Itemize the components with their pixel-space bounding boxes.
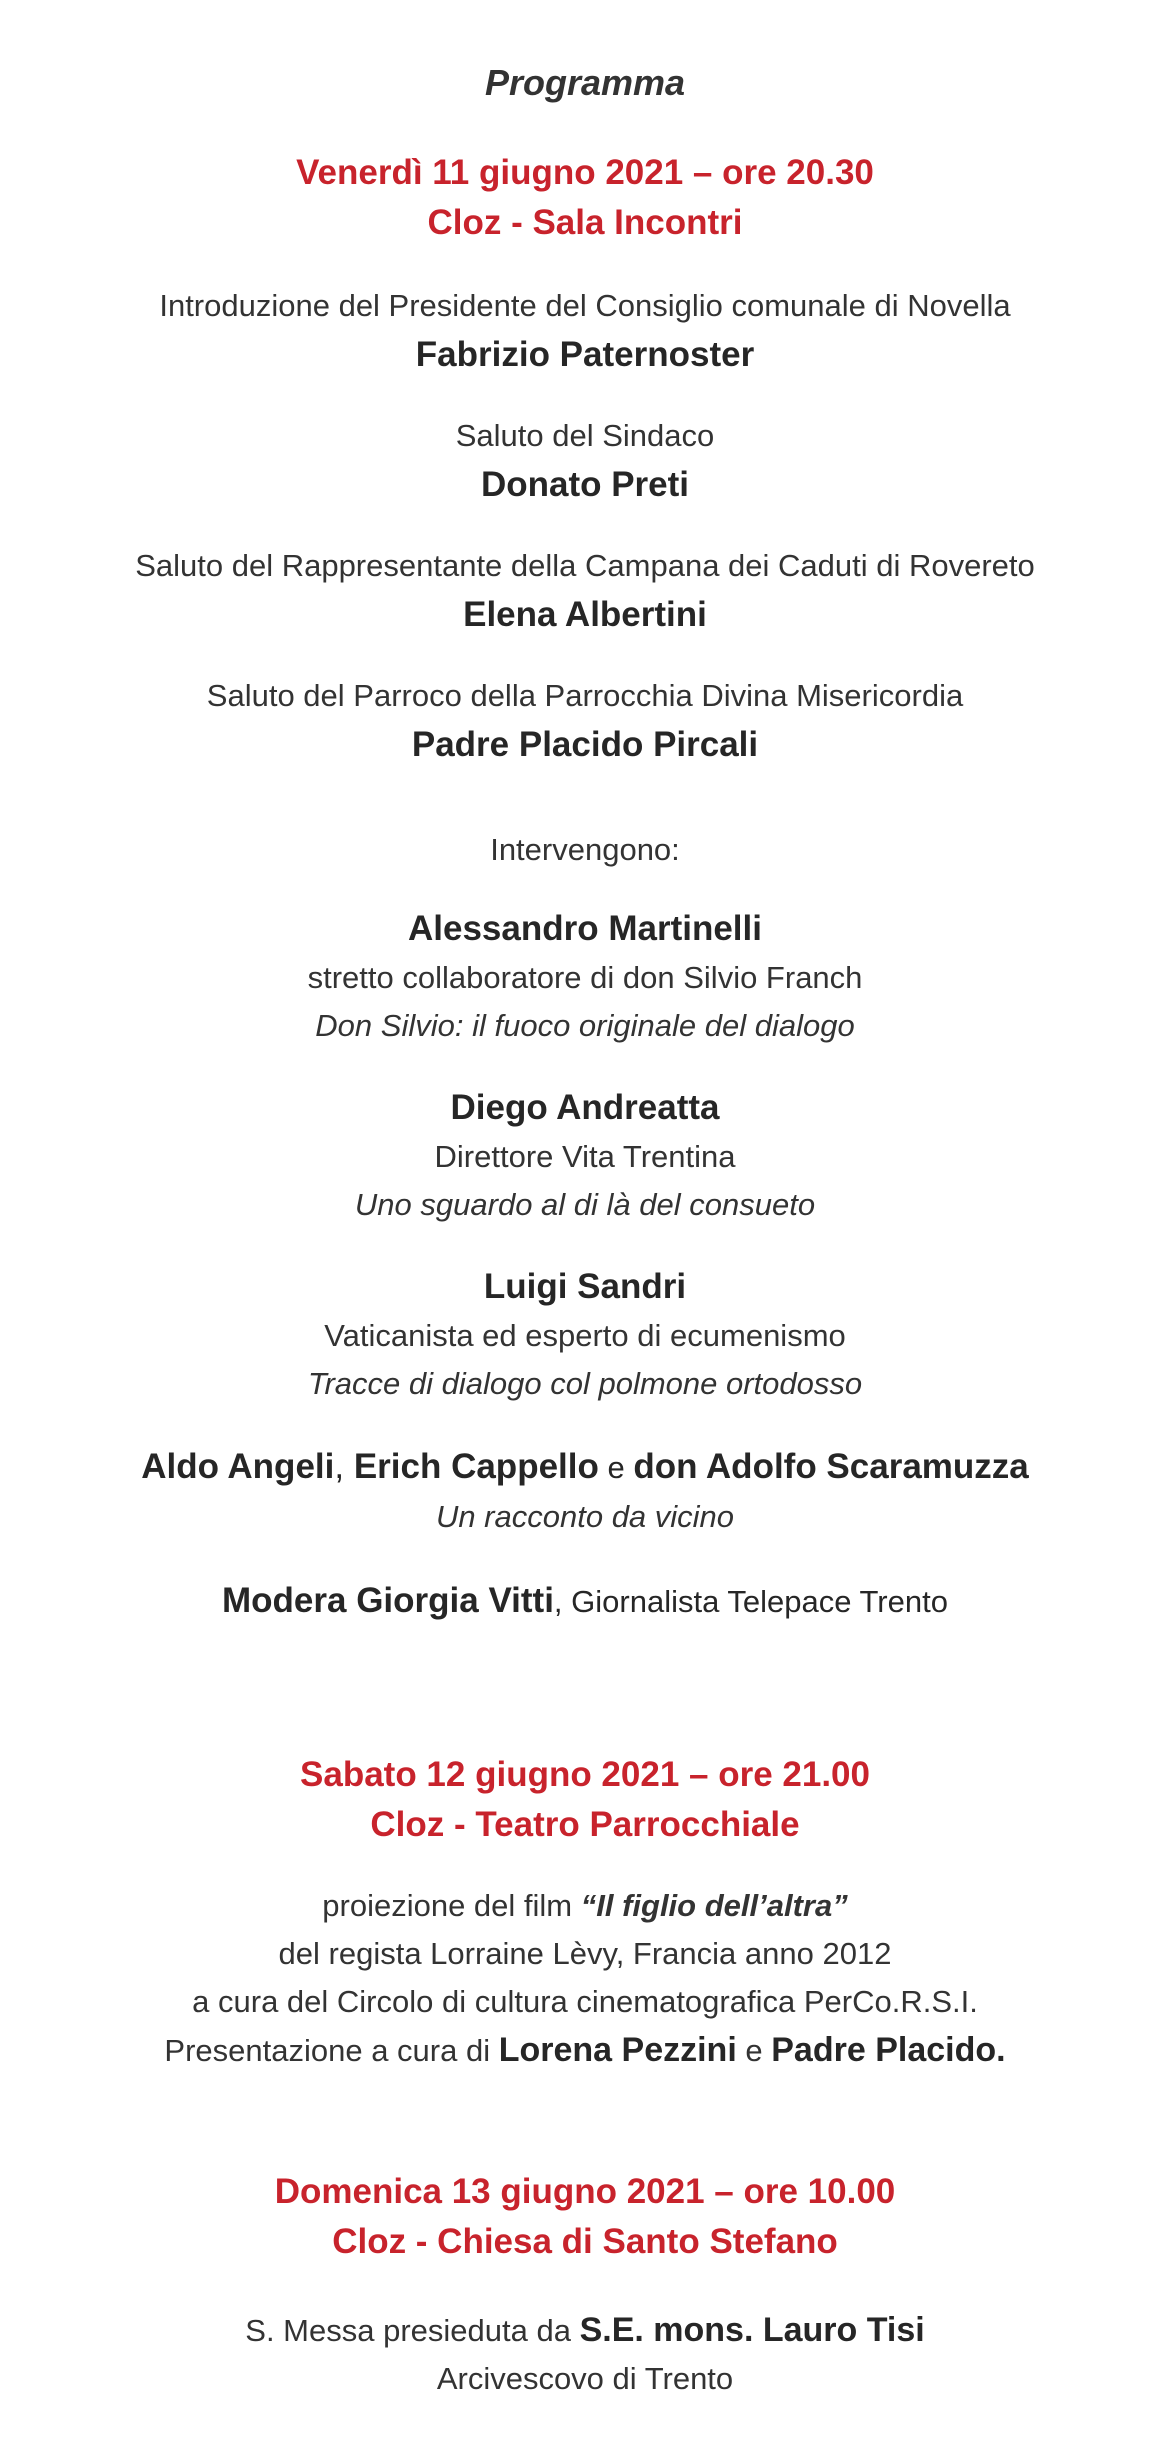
presentation-prefix: Presentazione a cura di: [164, 2033, 499, 2068]
day2-venue: Cloz - Teatro Parrocchiale: [370, 1805, 800, 1844]
group-separator-1: ,: [334, 1447, 354, 1486]
presentation-end: .: [996, 2031, 1006, 2069]
intro-role: Introduzione del Presidente del Consiglio comunale di Novella: [159, 288, 1011, 323]
bell-role: Saluto del Rappresentante della Campana dei Caduti di Rovereto: [135, 548, 1035, 583]
intro-section: [0, 282, 1170, 380]
intro-name: Fabrizio Paternoster: [415, 335, 755, 374]
mass-section: [0, 2306, 1170, 2403]
parish-name: Padre Placido Pircali: [411, 725, 759, 764]
film-line-1: [0, 1882, 1170, 1930]
speaker-name: Diego Andreatta: [450, 1088, 720, 1127]
group-talk: Un racconto da vicino: [435, 1499, 735, 1534]
day2-heading: Sabato 12 giugno 2021 – ore 21.00: [300, 1755, 870, 1794]
page-title: Programma: [484, 62, 686, 103]
speakers-label-section: [0, 826, 1170, 874]
group-names: [0, 1442, 1170, 1493]
day1-heading: Venerdì 11 giugno 2021 – ore 20.30: [296, 153, 874, 192]
film-line-3: a cura del Circolo di cultura cinematografica PerCo.R.S.I.: [192, 1984, 978, 2019]
speaker-role: stretto collaboratore di don Silvio Franch: [307, 960, 863, 995]
film-title: “Il figlio dell’altra”: [580, 1888, 848, 1923]
parish-section: [0, 672, 1170, 770]
moderator: [0, 1576, 1170, 1627]
mass-role: Arcivescovo di Trento: [436, 2361, 734, 2396]
moderator-role: , Giornalista Telepace Trento: [553, 1584, 948, 1619]
speaker-2: [0, 1083, 1170, 1229]
film-line-2: del regista Lorraine Lèvy, Francia anno 2012: [278, 1936, 892, 1971]
day1-header: [0, 148, 1170, 248]
day1-venue: Cloz - Sala Incontri: [427, 203, 743, 242]
presenter-separator: e: [736, 2033, 772, 2068]
parish-role: Saluto del Parroco della Parrocchia Divina Misericordia: [206, 678, 964, 713]
speaker-talk: Tracce di dialogo col polmone ortodosso: [307, 1366, 863, 1401]
presenter-2: Padre Placido: [771, 2031, 997, 2069]
mayor-section: [0, 412, 1170, 510]
mass-name: S.E. mons. Lauro Tisi: [579, 2311, 925, 2349]
presenter-1: Lorena Pezzini: [498, 2031, 737, 2069]
film-section: [0, 1882, 1170, 2075]
group-speakers: [0, 1442, 1170, 1541]
speaker-3: [0, 1262, 1170, 1408]
speaker-1: [0, 904, 1170, 1050]
bell-section: [0, 542, 1170, 640]
moderator-line: [0, 1576, 1170, 1627]
speakers-label: Intervengono:: [490, 832, 680, 867]
group-name-3: don Adolfo Scaramuzza: [633, 1447, 1029, 1486]
mayor-role: Saluto del Sindaco: [455, 418, 715, 453]
bell-name: Elena Albertini: [463, 595, 707, 634]
mass-prefix: S. Messa presieduta da: [245, 2313, 580, 2348]
film-line-4: [0, 2026, 1170, 2075]
group-name-2: Erich Cappello: [353, 1447, 599, 1486]
speaker-name: Luigi Sandri: [483, 1267, 687, 1306]
moderator-name: Modera Giorgia Vitti: [222, 1581, 554, 1620]
day3-heading: Domenica 13 giugno 2021 – ore 10.00: [274, 2172, 896, 2211]
film-prefix: proiezione del film: [322, 1888, 581, 1923]
mass-line: [0, 2306, 1170, 2355]
day2-header: [0, 1750, 1170, 1850]
mayor-name: Donato Preti: [480, 465, 690, 504]
speaker-name: Alessandro Martinelli: [408, 909, 762, 948]
speaker-role: Vaticanista ed esperto di ecumenismo: [324, 1318, 846, 1353]
speaker-talk: Don Silvio: il fuoco originale del dialogo: [315, 1008, 855, 1043]
group-separator-2: e: [598, 1450, 634, 1485]
day3-venue: Cloz - Chiesa di Santo Stefano: [332, 2222, 838, 2261]
speaker-role: Direttore Vita Trentina: [434, 1139, 736, 1174]
group-name-1: Aldo Angeli: [141, 1447, 335, 1486]
speaker-talk: Uno sguardo al di là del consueto: [354, 1187, 816, 1222]
day3-header: [0, 2167, 1170, 2267]
